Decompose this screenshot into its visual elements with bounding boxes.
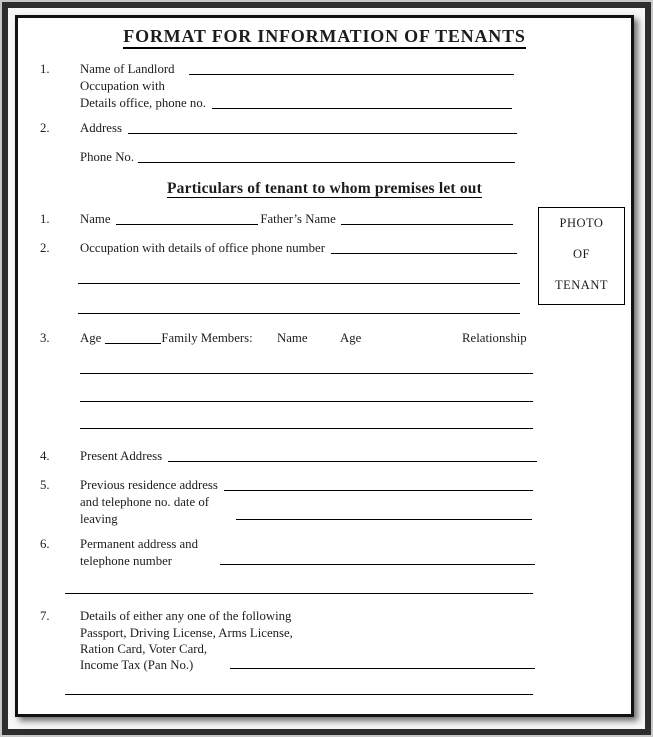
field-label: Passport, Driving License, Arms License, [80, 626, 293, 640]
field-label: Ration Card, Voter Card, [80, 642, 208, 656]
blank-line [78, 313, 520, 314]
blank-line [341, 224, 513, 225]
field-label: Family Members: [161, 331, 253, 345]
field-label: leaving [80, 512, 118, 526]
column-header-age: Age [340, 331, 362, 345]
field-label: Income Tax (Pan No.) [80, 658, 194, 672]
blank-line [116, 224, 259, 225]
field-label: Age [80, 331, 102, 345]
field-tenant-occupation [40, 240, 517, 256]
field-label: Details of either any one of the following [80, 609, 292, 623]
field-label: Name [80, 212, 111, 226]
field-label: Address [80, 121, 122, 135]
field-previous-address [40, 477, 533, 493]
blank-line [331, 253, 517, 254]
field-label: telephone number [80, 554, 173, 568]
blank-line [189, 74, 514, 75]
blank-line [78, 283, 520, 284]
item-number: 2. [40, 121, 50, 135]
section-heading: Particulars of tenant to whom premises let out [167, 180, 482, 197]
blank-line [138, 162, 515, 163]
field-landlord-address [40, 120, 517, 136]
column-header-name: Name [277, 331, 308, 345]
field-label: Phone No. [80, 150, 135, 164]
field-label: and telephone no. date of [80, 495, 209, 509]
field-present-address [40, 448, 537, 464]
photo-box-line: PHOTO [559, 216, 604, 230]
field-label: Permanent address and [80, 537, 198, 551]
item-number: 7. [40, 609, 50, 623]
item-number: 1. [40, 212, 50, 226]
field-label: Father’s Name [260, 212, 336, 226]
blank-line [65, 694, 533, 695]
form-sheet [15, 15, 634, 717]
blank-line [128, 133, 517, 134]
field-identity-documents [40, 608, 533, 624]
field-tenant-age-family [40, 330, 527, 346]
field-label: Occupation with [80, 79, 165, 93]
blank-line [212, 108, 512, 109]
field-landlord-name [40, 61, 514, 77]
section-heading-wrap [18, 180, 631, 198]
field-label: Name of Landlord [80, 62, 175, 76]
photo-box-line: TENANT [555, 278, 608, 292]
field-tenant-name-father [40, 211, 513, 227]
blank-line [80, 428, 533, 429]
photo-box-line: OF [573, 247, 590, 261]
item-number: 1. [40, 62, 50, 76]
form-title-wrap [18, 26, 631, 47]
field-label: Previous residence address [80, 478, 218, 492]
field-landlord-occupation-details [40, 95, 512, 111]
form-title: FORMAT FOR INFORMATION OF TENANTS [123, 26, 525, 49]
blank-line [80, 373, 533, 374]
item-number: 2. [40, 241, 50, 255]
item-number: 4. [40, 449, 50, 463]
blank-line [105, 343, 161, 344]
item-number-spacer [40, 149, 80, 165]
field-landlord-phone [40, 149, 515, 165]
field-label: Occupation with details of office phone number [80, 241, 325, 255]
field-permanent-address [40, 536, 533, 552]
field-label: Present Address [80, 449, 163, 463]
column-header-relationship: Relationship [462, 331, 527, 345]
blank-line [220, 564, 535, 565]
item-number: 3. [40, 331, 50, 345]
blank-line [224, 490, 533, 491]
blank-line [65, 593, 533, 594]
blank-line [168, 461, 537, 462]
photo-box [538, 207, 625, 305]
field-label: Details office, phone no. [80, 96, 206, 110]
item-number: 5. [40, 478, 50, 492]
blank-line [236, 519, 532, 520]
item-number-spacer [40, 95, 80, 111]
item-number: 6. [40, 537, 50, 551]
blank-line [230, 668, 535, 669]
blank-line [80, 401, 533, 402]
